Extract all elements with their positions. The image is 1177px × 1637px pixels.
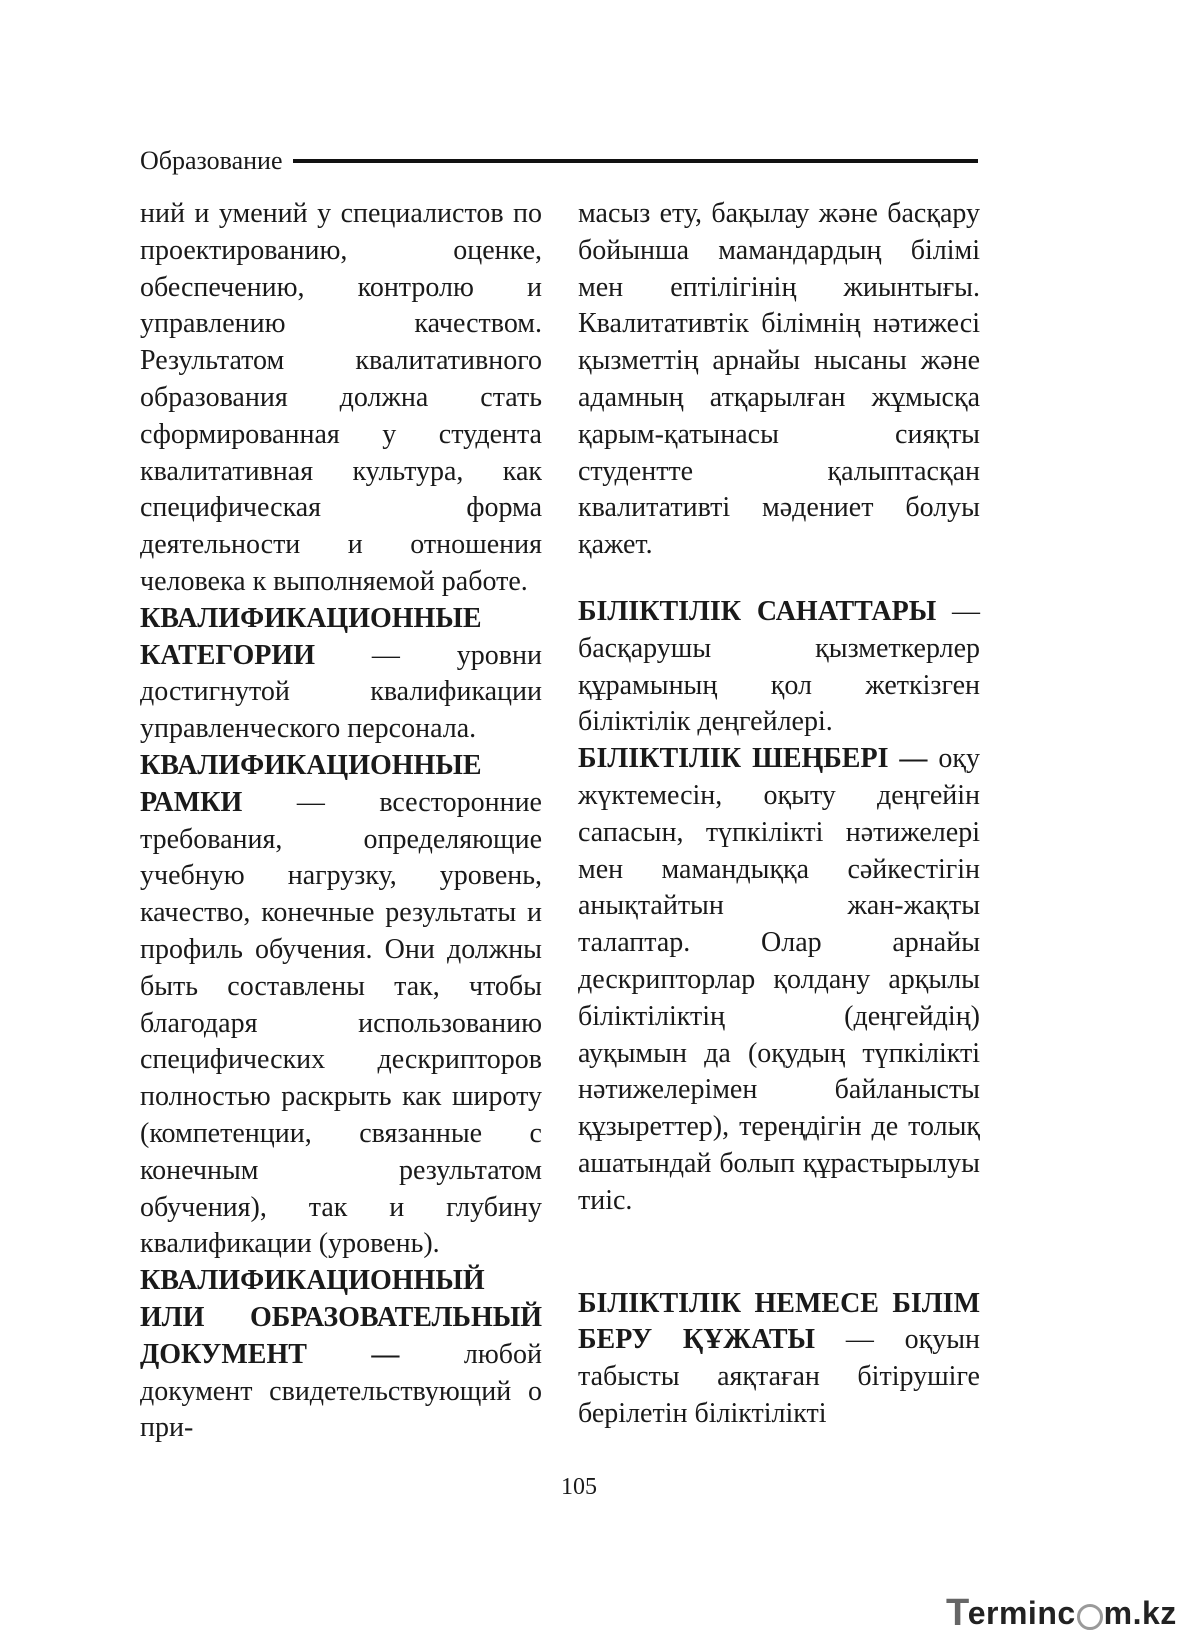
right-column xyxy=(578,196,980,1433)
entry-term: БІЛІКТІЛІК НЕМЕСЕ БІЛІМ БЕРУ ҚҰЖАТЫ xyxy=(578,1287,980,1356)
running-header xyxy=(140,146,978,176)
left-column xyxy=(140,196,542,1447)
header-rule xyxy=(293,159,978,163)
entry-term: БІЛІКТІЛІК САНАТТАРЫ xyxy=(578,595,937,627)
termincom-watermark xyxy=(946,1592,1177,1635)
page-number: 105 xyxy=(561,1474,597,1500)
entry-definition: — всесторонние требования, определяющие учебную нагрузку, уровень, качество, конечные результаты и профиль обучения. Они должны быть составлены так, чтобы благодаря использованию специфических дескрипторов полностью раскрыть как широту (компетенции, связанные с конечным результатом обучения), так и глубину квалификации (уровень). xyxy=(140,786,542,1260)
watermark-t: T xyxy=(946,1592,970,1634)
watermark-text-1: erminc xyxy=(967,1595,1076,1631)
watermark-text-2: m.kz xyxy=(1103,1595,1177,1631)
entry-definition: — оқуын табысты аяқтаған бітірушіге берілетін біліктілікті xyxy=(578,1324,981,1429)
entry-qualification-frameworks xyxy=(140,748,542,1263)
entry-definition: любой документ свидетельствующий о при- xyxy=(140,1338,542,1444)
entry-definition: — уровни достигнутой квалификации управленческого персонала. xyxy=(140,639,542,745)
entry-term: КВАЛИФИКАЦИОННЫЕ КАТЕГОРИИ xyxy=(140,602,482,671)
section-title: Образование xyxy=(140,146,283,175)
entry-qualification-categories xyxy=(140,601,542,748)
entry-term: КВАЛИФИКАЦИОННЫЕ РАМКИ xyxy=(140,749,482,818)
watermark-ring-icon xyxy=(1077,1604,1103,1630)
entry-term: КВАЛИФИКАЦИОННЫЙ ИЛИ ОБРАЗОВАТЕЛЬНЫЙ ДОКУМЕНТ — xyxy=(140,1265,542,1370)
entry-qualification-document xyxy=(140,1263,542,1447)
entry-qualification-categories-kz xyxy=(578,594,980,741)
entry-term: БІЛІКТІЛІК ШЕҢБЕРІ — xyxy=(578,743,928,775)
entry-definition: оқу жүктемесін, оқыту деңгейін сапасын, түпкілікті нәтижелері мен мамандыққа сәйкестігін анықтайтын жан-жақты талаптар. Олар арнайы дескрипторлар қолдану арқылы біліктіліктің (деңгейдің) ауқымын да (оқудың түпкілікті нәтижелерімен байланысты құзыреттер), тереңдігін де толық ашатындай болып құрастырылуы тиіс. xyxy=(578,743,981,1216)
continuation-paragraph: масыз ету, бақылау және басқару бойынша мамандардың білімі мен ептілігінің жиынтығы. Квалитативтік білімнің нәтижесі қызметтің арнайы нысаны және адамның атқарылған жұмысқа қарым-қатынасы сияқты студентте қалыптасқан квалитативті мәдениет болуы қажет. xyxy=(578,198,980,561)
entry-qualification-frameworks-kz xyxy=(578,741,980,1219)
entry-definition: — басқарушы қызметкерлер құрамының қол жеткізген біліктілік деңгейлері. xyxy=(578,595,980,738)
entry-qualification-document-kz xyxy=(578,1286,980,1433)
spacer xyxy=(578,564,980,594)
spacer xyxy=(578,1220,980,1286)
continuation-paragraph: ний и умений у специалистов по проектированию, оценке, обеспечению, контролю и управлению качеством. Результатом квалитативного образования должна стать сформированная у студента квалитативная культура, как специфическая форма деятельности и отношения человека к выполняемой работе. xyxy=(140,198,542,597)
